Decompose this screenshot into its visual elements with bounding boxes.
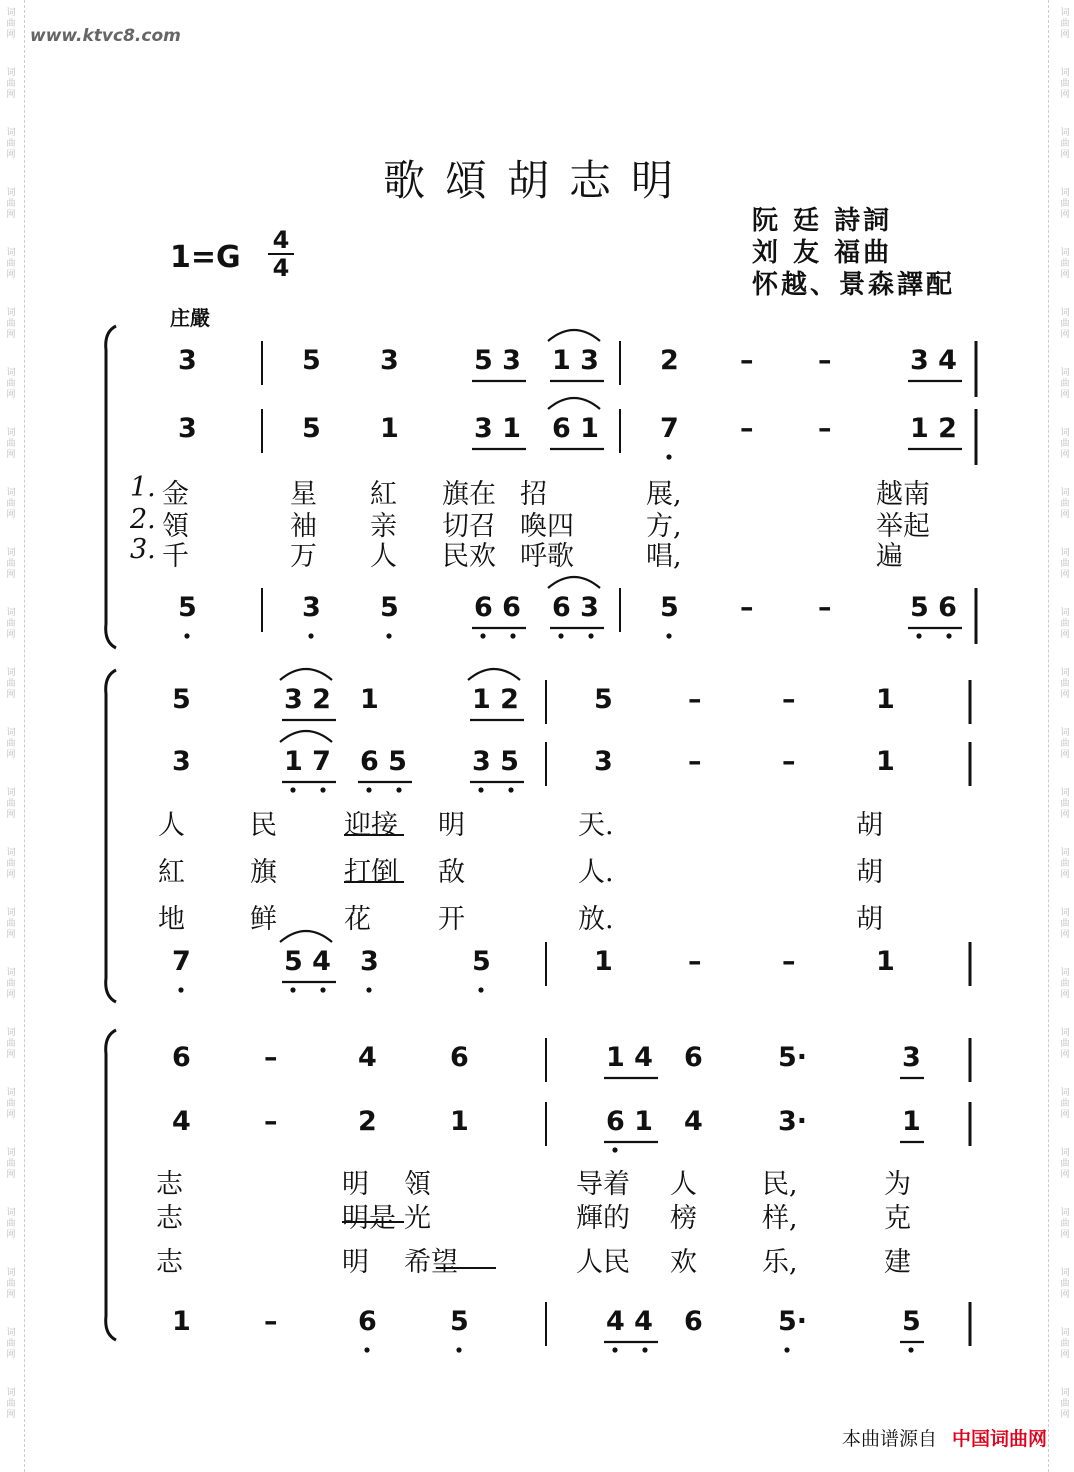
side-watermark-text: 词 曲 网 [1060,128,1070,160]
lyric-syllable: 輝的 [576,1203,630,1234]
lower-note: 7 [660,413,679,444]
upper-note: 3 [902,1042,921,1073]
lyric-syllable: 光 [404,1203,431,1234]
upper-note: 1 3 [552,345,599,376]
side-watermark-text: 词 曲 网 [6,728,16,760]
lyric-syllable: 民 [250,810,277,841]
side-watermark-text: 词 曲 网 [6,668,16,700]
lyric-syllable: 胡 [856,904,883,935]
side-watermark-text: 词 曲 网 [1060,788,1070,820]
lyric-syllable: 人 [670,1169,697,1200]
upper-note: 4 [358,1042,377,1073]
slur [280,669,332,680]
lyric-syllable: 明 [342,1247,369,1278]
side-watermark-text: 词 曲 网 [1060,608,1070,640]
side-watermark-text: 词 曲 网 [6,1388,16,1420]
lyric-syllable: 明 [438,810,465,841]
slur [548,398,600,409]
slur [548,330,600,341]
octave-dot [290,787,295,792]
bass-note: 6 [684,1306,703,1337]
side-watermark-text: 词 曲 网 [6,1028,16,1060]
lyric-syllable: 放. [578,904,614,935]
lyric-syllable: 举起 [876,511,930,542]
side-watermark-text: 词 曲 网 [1060,1028,1070,1060]
lyric-syllable: 志 [156,1203,183,1234]
lower-note: – [688,746,702,777]
time-signature-top: 4 [272,226,290,254]
bass-note: 3 [360,946,379,977]
octave-dot [366,987,371,992]
slur [548,577,600,588]
lyric-syllable: 紅 [370,479,397,510]
lower-note: 3 [172,746,191,777]
lower-note: 3 [178,413,197,444]
side-watermark-text: 词 曲 网 [1060,1088,1070,1120]
side-watermark-text: 词 曲 网 [6,488,16,520]
octave-dot [478,987,483,992]
side-watermark-text: 词 曲 网 [1060,428,1070,460]
lyric-syllable: 千 [162,541,189,572]
side-watermark-text: 词 曲 网 [6,1088,16,1120]
lyric-syllable: 領 [404,1169,431,1200]
side-watermark-text: 词 曲 网 [6,68,16,100]
octave-dot [480,633,485,638]
system-brace [106,670,116,1002]
lyric-syllable: 开 [438,904,465,935]
upper-note: – [688,684,702,715]
lyric-syllable: 3. [130,534,156,565]
lyric-syllable: 榜 [670,1203,697,1234]
side-watermark-text: 词 曲 网 [1060,848,1070,880]
translator-credit: 怀越、景森譯配 [752,270,956,300]
lower-note: 5 [302,413,321,444]
lower-note: 2 [358,1106,377,1137]
lyric-syllable: 乐, [762,1247,798,1278]
side-watermark-text: 词 曲 网 [6,1208,16,1240]
bass-note: – [818,592,832,623]
bass-note: 6 6 [474,592,521,623]
upper-note: 1 2 [472,684,519,715]
octave-dot [396,787,401,792]
side-watermark-text: 词 曲 网 [6,1268,16,1300]
octave-dot [308,633,313,638]
lyric-syllable: 民, [762,1169,798,1200]
system-brace [106,1030,116,1340]
octave-dot [510,633,515,638]
octave-dot [386,633,391,638]
side-watermark-text: 词 曲 网 [6,428,16,460]
lower-note: 3 [594,746,613,777]
lyric-syllable: 民欢 [442,541,496,572]
lyric-syllable: 袖 [290,511,317,542]
watermark: www.ktvc8.com [30,26,181,46]
bass-note: 5 [902,1306,921,1337]
side-watermark-text: 词 曲 网 [6,8,16,40]
side-watermark-text: 词 曲 网 [1060,308,1070,340]
upper-note: 3 4 [910,345,957,376]
composer-credit: 刘 友 福曲 [752,238,893,268]
octave-dot [946,633,951,638]
side-watermark-text: 词 曲 网 [6,548,16,580]
octave-dot [320,787,325,792]
octave-dot [320,987,325,992]
side-watermark-text: 词 曲 网 [6,788,16,820]
lyric-syllable: 呼歌 [520,541,574,572]
lyric-syllable: 招 [520,479,547,510]
lyric-syllable: 克 [884,1203,911,1234]
bass-note: 5 [660,592,679,623]
octave-dot [184,633,189,638]
lower-note: 1 [876,746,895,777]
slur [468,669,520,680]
upper-note: 1 [876,684,895,715]
bass-note: – [264,1306,278,1337]
octave-dot [290,987,295,992]
lyric-syllable: 方, [646,511,682,542]
octave-dot [366,787,371,792]
lower-note: – [740,413,754,444]
octave-dot [178,987,183,992]
lyric-syllable: 鲜 [250,904,277,935]
side-watermark-text: 词 曲 网 [6,248,16,280]
lyric-syllable: 明是 [342,1203,396,1234]
bass-note: – [782,946,796,977]
site-name: 中国词曲网 [952,1428,1048,1450]
lyric-syllable: 敌 [438,857,465,888]
lyricist-credit: 阮 廷 詩詞 [752,206,893,236]
octave-dot [478,787,483,792]
upper-note: 5 [172,684,191,715]
side-watermark-text: 词 曲 网 [1060,248,1070,280]
side-watermark-text: 词 曲 网 [6,848,16,880]
side-watermark-text: 词 曲 网 [1060,968,1070,1000]
upper-note: 1 [360,684,379,715]
lyric-syllable: 2. [130,504,156,535]
octave-dot [612,1347,617,1352]
octave-dot [508,787,513,792]
bass-note: 5 6 [910,592,957,623]
bass-note: 5 [472,946,491,977]
octave-dot [666,454,671,459]
side-watermark-text: 词 曲 网 [1060,1388,1070,1420]
lower-note: 6 1 [552,413,599,444]
lyric-syllable: 展, [646,479,682,510]
lyric-syllable: 旗 [250,857,277,888]
lower-note: 3· [778,1106,808,1137]
bass-note: 5· [778,1306,808,1337]
side-watermark-text: 词 曲 网 [1060,488,1070,520]
lyric-syllable: 希望 [404,1247,458,1278]
upper-note: 5 [302,345,321,376]
side-watermark-text: 词 曲 网 [6,1148,16,1180]
side-watermark-text: 词 曲 网 [1060,1148,1070,1180]
bass-note: – [688,946,702,977]
lower-note: – [782,746,796,777]
lower-note: 3 5 [472,746,519,777]
lyric-syllable: 人 [158,810,185,841]
upper-note: – [818,345,832,376]
lyric-syllable: 紅 [158,857,185,888]
page-title: 歌頌胡志明 [383,156,694,205]
lyric-syllable: 胡 [856,810,883,841]
octave-dot [612,1147,617,1152]
upper-note: – [264,1042,278,1073]
upper-note: – [740,345,754,376]
lyric-syllable: 越南 [876,479,930,510]
bass-note: 1 [594,946,613,977]
lyric-syllable: 人. [578,857,614,888]
lyric-syllable: 旗在 [442,479,496,510]
octave-dot [666,633,671,638]
octave-dot [456,1347,461,1352]
lower-note: 6 1 [606,1106,653,1137]
side-watermark-text: 词 曲 网 [1060,1268,1070,1300]
octave-dot [364,1347,369,1352]
lyric-syllable: 胡 [856,857,883,888]
side-watermark-text: 词 曲 网 [6,368,16,400]
octave-dot [784,1347,789,1352]
upper-note: 5 3 [474,345,521,376]
lyric-syllable: 万 [290,541,317,572]
side-watermark-text: 词 曲 网 [1060,1208,1070,1240]
side-watermark-text: 词 曲 网 [6,968,16,1000]
octave-dot [642,1347,647,1352]
lyric-syllable: 天. [578,810,614,841]
lyric-syllable: 金 [162,479,189,510]
slur [280,931,332,942]
lyric-syllable: 切召 [442,511,496,542]
bass-note: 4 4 [606,1306,653,1337]
slur [280,731,332,742]
upper-note: 6 [450,1042,469,1073]
octave-dot [588,633,593,638]
side-watermark-text: 词 曲 网 [6,908,16,940]
octave-dot [908,1347,913,1352]
upper-note: 6 [172,1042,191,1073]
key-signature: 1=G [170,240,241,275]
upper-note: 5 [594,684,613,715]
side-watermark-text: 词 曲 网 [1060,728,1070,760]
bass-note: – [740,592,754,623]
source-label: 本曲谱源自 [842,1428,938,1450]
lyric-syllable: 迎接 [344,810,398,841]
side-watermark-text: 词 曲 网 [6,308,16,340]
lower-note: 1 [902,1106,921,1137]
lower-note: 1 2 [910,413,957,444]
side-watermark-text: 词 曲 网 [6,608,16,640]
side-watermark-text: 词 曲 网 [1060,68,1070,100]
upper-note: 6 [684,1042,703,1073]
bass-note: 6 3 [552,592,599,623]
lower-note: 3 1 [474,413,521,444]
upper-note: 3 [380,345,399,376]
upper-note: 2 [660,345,679,376]
side-watermark-text: 词 曲 网 [1060,548,1070,580]
lyric-syllable: 明 [342,1169,369,1200]
upper-note: – [782,684,796,715]
lyric-syllable: 欢 [670,1247,697,1278]
upper-note: 3 [178,345,197,376]
lyric-syllable: 志 [156,1247,183,1278]
octave-dot [558,633,563,638]
upper-note: 5· [778,1042,808,1073]
lower-note: 4 [684,1106,703,1137]
lyric-syllable: 亲 [370,511,397,542]
lyric-syllable: 志 [156,1169,183,1200]
lyric-syllable: 打倒 [344,857,398,888]
bass-note: 7 [172,946,191,977]
lyric-syllable: 星 [290,479,317,510]
lyric-syllable: 人 [370,541,397,572]
lower-note: 4 [172,1106,191,1137]
lyric-syllable: 人民 [576,1247,630,1278]
lyric-syllable: 地 [158,904,185,935]
lyric-syllable: 建 [884,1247,911,1278]
side-watermark-text: 词 曲 网 [6,128,16,160]
lyric-syllable: 样, [762,1203,798,1234]
lyric-syllable: 唱, [646,541,682,572]
system-brace [106,326,116,648]
lower-note: 1 [450,1106,469,1137]
lyric-syllable: 为 [884,1169,911,1200]
bass-note: 1 [172,1306,191,1337]
side-watermark-text: 词 曲 网 [1060,668,1070,700]
side-watermark-text: 词 曲 网 [1060,1328,1070,1360]
bass-note: 5 [380,592,399,623]
lyric-syllable: 領 [162,511,189,542]
lower-note: – [264,1106,278,1137]
lower-note: 1 [380,413,399,444]
upper-note: 3 2 [284,684,331,715]
lower-note: – [818,413,832,444]
bass-note: 5 [178,592,197,623]
bass-note: 5 4 [284,946,331,977]
side-watermark-text: 词 曲 网 [1060,368,1070,400]
side-watermark-text: 词 曲 网 [1060,908,1070,940]
lower-note: 1 7 [284,746,331,777]
bass-note: 1 [876,946,895,977]
lyric-syllable: 1. [130,472,156,503]
lyric-syllable: 花 [344,904,371,935]
octave-dot [916,633,921,638]
lyric-syllable: 遍 [876,541,903,572]
time-signature-bottom: 4 [272,254,290,282]
bass-note: 3 [302,592,321,623]
side-watermark-text: 词 曲 网 [1060,188,1070,220]
tempo-marking: 庄嚴 [170,306,210,330]
upper-note: 1 4 [606,1042,653,1073]
lyric-syllable: 喚四 [520,511,574,542]
side-watermark-text: 词 曲 网 [1060,8,1070,40]
side-watermark-text: 词 曲 网 [6,1328,16,1360]
side-watermark-text: 词 曲 网 [6,188,16,220]
lyric-syllable: 导着 [576,1169,630,1200]
bass-note: 6 [358,1306,377,1337]
bass-note: 5 [450,1306,469,1337]
lower-note: 6 5 [360,746,407,777]
